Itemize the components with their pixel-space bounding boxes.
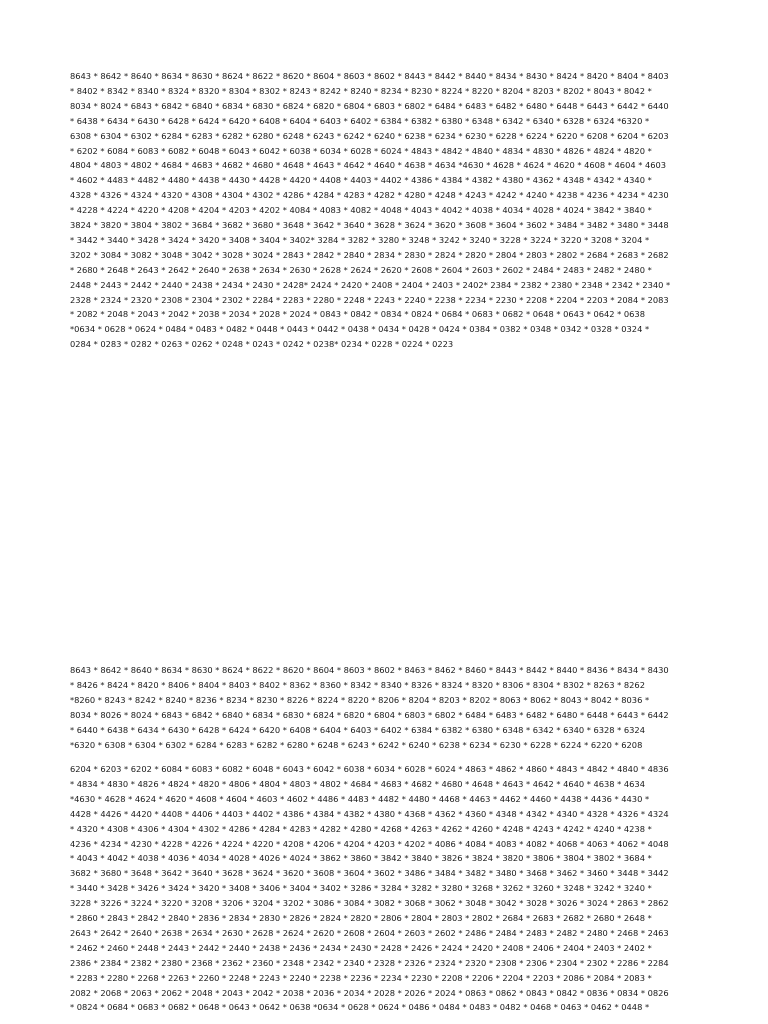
text-line: 8034 * 8026 * 8024 * 6843 * 6842 * 6840 * 6834 * 6830 * 6824 * 6820 * 6804 * 6803 * 6802 * 6484 * 6483 * 6482 * 6480 * 6448 * 6443 * 6442 [70, 709, 669, 720]
text-line: 2328 * 2324 * 2320 * 2308 * 2304 * 2302 * 2284 * 2283 * 2280 * 2248 * 2243 * 2240 * 2238 * 2234 * 2230 * 2208 * 2204 * 2203 * 2084 * 2083 [70, 294, 669, 305]
text-line: * 2283 * 2280 * 2268 * 2263 * 2260 * 2248 * 2243 * 2240 * 2238 * 2236 * 2234 * 2230 * 2208 * 2206 * 2204 * 2203 * 2086 * 2084 * 2083 * [70, 972, 652, 983]
text-line: 8643 * 8642 * 8640 * 8634 * 8630 * 8624 * 8622 * 8620 * 8604 * 8603 * 8602 * 8463 * 8462 * 8460 * 8443 * 8442 * 8440 * 8436 * 8434 * 8430 [70, 665, 669, 675]
text-line: 4428 * 4426 * 4420 * 4408 * 4406 * 4403 * 4402 * 4386 * 4384 * 4382 * 4380 * 4368 * 4362 * 4360 * 4348 * 4342 * 4340 * 4328 * 4326 * 4324 [70, 808, 669, 819]
text-line: 2448 * 2443 * 2442 * 2440 * 2438 * 2434 * 2430 * 2428* 2424 * 2420 * 2408 * 2404 * 2403 * 2402* 2384 * 2382 * 2380 * 2348 * 2342 * 2340 * [70, 279, 671, 290]
text-line: 6204 * 6203 * 6202 * 6084 * 6083 * 6082 * 6048 * 6043 * 6042 * 6038 * 6034 * 6028 * 6024 * 4863 * 4862 * 4860 * 4843 * 4842 * 4840 * 4836 [70, 764, 669, 774]
text-line: * 6438 * 6434 * 6430 * 6428 * 6424 * 6420 * 6408 * 6404 * 6403 * 6402 * 6384 * 6382 * 6380 * 6348 * 6342 * 6340 * 6328 * 6324 *6320 * [70, 115, 650, 126]
text-line: 3202 * 3084 * 3082 * 3048 * 3042 * 3028 * 3024 * 2843 * 2842 * 2840 * 2834 * 2830 * 2824 * 2820 * 2804 * 2803 * 2802 * 2684 * 2683 * 2682 [70, 249, 669, 260]
text-line: * 8426 * 8424 * 8420 * 8406 * 8404 * 8403 * 8402 * 8362 * 8360 * 8342 * 8340 * 8326 * 8324 * 8320 * 8306 * 8304 * 8302 * 8263 * 8262 [70, 679, 645, 690]
text-line: 8643 * 8642 * 8640 * 8634 * 8630 * 8624 * 8622 * 8620 * 8604 * 8603 * 8602 * 8443 * 8442 * 8440 * 8434 * 8430 * 8424 * 8420 * 8404 * 8403 [70, 71, 669, 81]
text-line: 3824 * 3820 * 3804 * 3802 * 3684 * 3682 * 3680 * 3648 * 3642 * 3640 * 3628 * 3624 * 3620 * 3608 * 3604 * 3602 * 3484 * 3482 * 3480 * 3448 [70, 220, 669, 230]
text-line: 3682 * 3680 * 3648 * 3642 * 3640 * 3628 * 3624 * 3620 * 3608 * 3604 * 3602 * 3486 * 3484 * 3482 * 3480 * 3468 * 3462 * 3460 * 3448 * 3442 [70, 868, 669, 879]
text-line: * 8402 * 8342 * 8340 * 8324 * 8320 * 8304 * 8302 * 8243 * 8242 * 8240 * 8234 * 8230 * 8224 * 8220 * 8204 * 8203 * 8202 * 8043 * 8042 * [70, 85, 652, 96]
text-line: 2386 * 2384 * 2382 * 2380 * 2368 * 2362 * 2360 * 2348 * 2342 * 2340 * 2328 * 2326 * 2324 * 2320 * 2308 * 2306 * 2304 * 2302 * 2286 * 2284 [70, 957, 669, 968]
text-line: * 4602 * 4483 * 4482 * 4480 * 4438 * 4430 * 4428 * 4420 * 4408 * 4403 * 4402 * 4386 * 4384 * 4382 * 4380 * 4362 * 4348 * 4342 * 4340 * [70, 175, 652, 186]
text-line: * 0824 * 0684 * 0683 * 0682 * 0648 * 0643 * 0642 * 0638 *0634 * 0628 * 0624 * 0486 * 0484 * 0483 * 0482 * 0468 * 0463 * 0462 * 0448 * [70, 1002, 650, 1013]
text-line: * 4043 * 4042 * 4038 * 4036 * 4034 * 4028 * 4026 * 4024 * 3862 * 3860 * 3842 * 3840 * 3826 * 3824 * 3820 * 3806 * 3804 * 3802 * 3684 * [70, 853, 652, 864]
text-line: *6320 * 6308 * 6304 * 6302 * 6284 * 6283 * 6282 * 6280 * 6248 * 6243 * 6242 * 6240 * 6238 * 6234 * 6230 * 6228 * 6224 * 6220 * 6208 [70, 739, 643, 750]
text-line: 8034 * 8024 * 6843 * 6842 * 6840 * 6834 * 6830 * 6824 * 6820 * 6804 * 6803 * 6802 * 6484 * 6483 * 6482 * 6480 * 6448 * 6443 * 6442 * 6440 [70, 100, 669, 111]
text-line: * 4228 * 4224 * 4220 * 4208 * 4204 * 4203 * 4202 * 4084 * 4083 * 4082 * 4048 * 4043 * 4042 * 4038 * 4034 * 4028 * 4024 * 3842 * 3840 * [70, 205, 652, 216]
text-line: 0284 * 0283 * 0282 * 0263 * 0262 * 0248 * 0243 * 0242 * 0238* 0234 * 0228 * 0224 * 0223 [70, 339, 454, 350]
text-line: * 6202 * 6084 * 6083 * 6082 * 6048 * 6043 * 6042 * 6038 * 6034 * 6028 * 6024 * 4843 * 4842 * 4840 * 4834 * 4830 * 4826 * 4824 * 4820 * [70, 145, 652, 156]
text-line: * 3442 * 3440 * 3428 * 3424 * 3420 * 3408 * 3404 * 3402* 3284 * 3282 * 3280 * 3248 * 3242 * 3240 * 3228 * 3224 * 3220 * 3208 * 3204 * [70, 234, 650, 245]
text-line: * 6440 * 6438 * 6434 * 6430 * 6428 * 6424 * 6420 * 6408 * 6404 * 6403 * 6402 * 6384 * 6382 * 6380 * 6348 * 6342 * 6340 * 6328 * 6324 [70, 724, 645, 735]
text-line: 2643 * 2642 * 2640 * 2638 * 2634 * 2630 * 2628 * 2624 * 2620 * 2608 * 2604 * 2603 * 2602 * 2486 * 2484 * 2483 * 2482 * 2480 * 2468 * 2463 [70, 927, 669, 938]
text-line: * 2462 * 2460 * 2448 * 2443 * 2442 * 2440 * 2438 * 2436 * 2434 * 2430 * 2428 * 2426 * 2424 * 2420 * 2408 * 2406 * 2404 * 2403 * 2402 * [70, 942, 652, 953]
text-line: * 3440 * 3428 * 3426 * 3424 * 3420 * 3408 * 3406 * 3404 * 3402 * 3286 * 3284 * 3282 * 3280 * 3268 * 3262 * 3260 * 3248 * 3242 * 3240 * [70, 883, 652, 894]
text-line: * 2680 * 2648 * 2643 * 2642 * 2640 * 2638 * 2634 * 2630 * 2628 * 2624 * 2620 * 2608 * 2604 * 2603 * 2602 * 2484 * 2483 * 2482 * 2480 * [70, 264, 652, 275]
text-line: 4328 * 4326 * 4324 * 4320 * 4308 * 4304 * 4302 * 4286 * 4284 * 4283 * 4282 * 4280 * 4248 * 4243 * 4242 * 4240 * 4238 * 4236 * 4234 * 4230 [70, 190, 669, 201]
text-line: 2082 * 2068 * 2063 * 2062 * 2048 * 2043 * 2042 * 2038 * 2036 * 2034 * 2028 * 2026 * 2024 * 0863 * 0862 * 0843 * 0842 * 0836 * 0834 * 0826 [70, 987, 669, 998]
text-line: *4630 * 4628 * 4624 * 4620 * 4608 * 4604 * 4603 * 4602 * 4486 * 4483 * 4482 * 4480 * 4468 * 4463 * 4462 * 4460 * 4438 * 4436 * 4430 * [70, 793, 650, 804]
text-line: 4236 * 4234 * 4230 * 4228 * 4226 * 4224 * 4220 * 4208 * 4206 * 4204 * 4203 * 4202 * 4086 * 4084 * 4083 * 4082 * 4068 * 4063 * 4062 * 4048 [70, 838, 669, 849]
text-line: *8260 * 8243 * 8242 * 8240 * 8236 * 8234 * 8230 * 8226 * 8224 * 8220 * 8206 * 8204 * 8203 * 8202 * 8063 * 8062 * 8043 * 8042 * 8036 * [70, 694, 650, 705]
text-line: *0634 * 0628 * 0624 * 0484 * 0483 * 0482 * 0448 * 0443 * 0442 * 0438 * 0434 * 0428 * 0424 * 0384 * 0382 * 0348 * 0342 * 0328 * 0324 * [70, 324, 650, 335]
text-line: * 4320 * 4308 * 4306 * 4304 * 4302 * 4286 * 4284 * 4283 * 4282 * 4280 * 4268 * 4263 * 4262 * 4260 * 4248 * 4243 * 4242 * 4240 * 4238 * [70, 823, 652, 834]
text-line: * 4834 * 4830 * 4826 * 4824 * 4820 * 4806 * 4804 * 4803 * 4802 * 4684 * 4683 * 4682 * 4680 * 4648 * 4643 * 4642 * 4640 * 4638 * 4634 [70, 778, 645, 789]
text-line: * 2082 * 2048 * 2043 * 2042 * 2038 * 2034 * 2028 * 2024 * 0843 * 0842 * 0834 * 0824 * 0684 * 0683 * 0682 * 0648 * 0643 * 0642 * 0638 [70, 309, 645, 320]
text-line: 3228 * 3226 * 3224 * 3220 * 3208 * 3206 * 3204 * 3202 * 3086 * 3084 * 3082 * 3068 * 3062 * 3048 * 3042 * 3028 * 3026 * 3024 * 2863 * 2862 [70, 898, 669, 909]
text-line: 4804 * 4803 * 4802 * 4684 * 4683 * 4682 * 4680 * 4648 * 4643 * 4642 * 4640 * 4638 * 4634 *4630 * 4628 * 4624 * 4620 * 4608 * 4604 * 4603 [70, 160, 666, 171]
text-line: * 2860 * 2843 * 2842 * 2840 * 2836 * 2834 * 2830 * 2826 * 2824 * 2820 * 2806 * 2804 * 2803 * 2802 * 2684 * 2683 * 2682 * 2680 * 2648 * [70, 913, 652, 923]
text-line: 6308 * 6304 * 6302 * 6284 * 6283 * 6282 * 6280 * 6248 * 6243 * 6242 * 6240 * 6238 * 6234 * 6230 * 6228 * 6224 * 6220 * 6208 * 6204 * 6203 [70, 130, 669, 141]
